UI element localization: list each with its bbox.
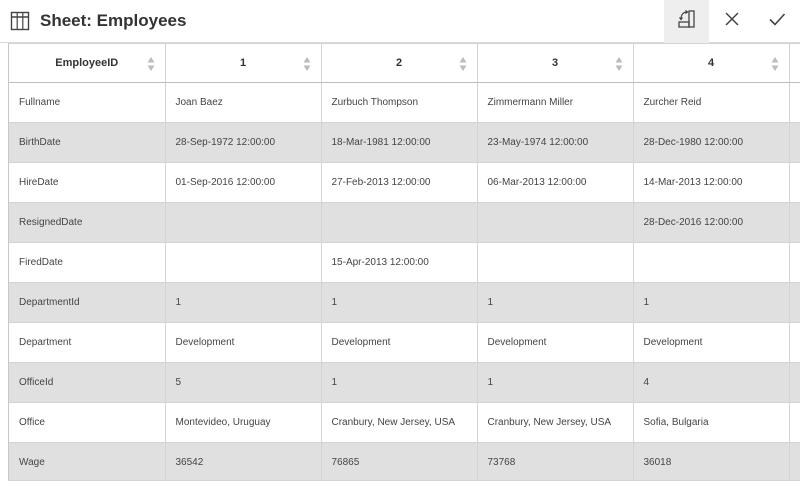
table-cell-overflow [789,203,800,243]
confirm-button[interactable] [755,0,799,43]
table-cell[interactable]: 1 [165,283,321,323]
table-cell[interactable]: Zurbuch Thompson [321,83,477,123]
sort-icon[interactable] [771,56,779,72]
table-cell[interactable]: 14-Mar-2013 12:00:00 [633,163,789,203]
column-header-label: 2 [395,57,403,69]
table-cell-overflow [789,403,800,443]
table-cell[interactable]: 18-Mar-1981 12:00:00 [321,123,477,163]
table-cell[interactable]: 27-Feb-2013 12:00:00 [321,163,477,203]
table-cell-overflow [789,443,800,482]
table-cell[interactable]: 73768 [477,443,633,482]
column-header-employeeid[interactable] [9,44,165,83]
table-cell[interactable]: 28-Dec-2016 12:00:00 [633,203,789,243]
table-cell[interactable]: 1 [321,363,477,403]
table-cell-overflow [789,83,800,123]
table-cell[interactable] [165,203,321,243]
table-row [9,163,800,203]
table-cell[interactable] [633,243,789,283]
table-cell[interactable] [477,243,633,283]
table-cell[interactable]: 1 [477,283,633,323]
table-cell[interactable]: 36018 [633,443,789,482]
table-cell-overflow [789,323,800,363]
table-cell[interactable]: 1 [321,283,477,323]
close-button[interactable] [710,0,754,43]
row-label: DepartmentId [9,283,165,323]
table-row [9,243,800,283]
table-cell[interactable]: 28-Dec-1980 12:00:00 [633,123,789,163]
table-cell-overflow [789,163,800,203]
table-cell[interactable]: Sofia, Bulgaria [633,403,789,443]
table-cell-overflow [789,243,800,283]
table-cell[interactable]: 76865 [321,443,477,482]
table-cell[interactable]: 5 [165,363,321,403]
row-label: BirthDate [9,123,165,163]
table-row [9,323,800,363]
header-bar [0,0,800,43]
table-cell[interactable]: 4 [633,363,789,403]
table-cell[interactable]: 01-Sep-2016 12:00:00 [165,163,321,203]
row-label: FiredDate [9,243,165,283]
table-cell-overflow [789,283,800,323]
table-cell[interactable]: 23-May-1974 12:00:00 [477,123,633,163]
table-cell[interactable]: 15-Apr-2013 12:00:00 [321,243,477,283]
table-row [9,123,800,163]
table-cell[interactable]: 36542 [165,443,321,482]
data-grid[interactable] [8,43,800,481]
close-icon [724,11,740,32]
table-cell[interactable] [477,203,633,243]
table-cell[interactable] [165,243,321,283]
divider [8,480,800,481]
sort-icon[interactable] [303,56,311,72]
table-row [9,283,800,323]
sort-icon[interactable] [615,56,623,72]
table-row [9,203,800,243]
table-row [9,403,800,443]
table-cell[interactable]: Cranbury, New Jersey, USA [477,403,633,443]
row-label: OfficeId [9,363,165,403]
table-cell[interactable]: Development [477,323,633,363]
table-cell[interactable]: Development [321,323,477,363]
sort-icon[interactable] [147,56,155,72]
page-title: Sheet: Employees [40,11,187,30]
row-label: Office [9,403,165,443]
table-cell[interactable]: Montevideo, Uruguay [165,403,321,443]
table-cell[interactable]: Joan Baez [165,83,321,123]
check-icon [768,11,786,32]
transpose-icon [676,8,698,35]
column-header-label: 1 [239,57,247,69]
row-label: Department [9,323,165,363]
table-cell[interactable] [321,203,477,243]
table-cell[interactable]: Development [633,323,789,363]
row-label: Fullname [9,83,165,123]
column-header-1[interactable] [165,44,321,83]
table-cell[interactable]: Zurcher Reid [633,83,789,123]
row-label: Wage [9,443,165,482]
table-cell-overflow [789,123,800,163]
table-cell-overflow [789,363,800,403]
column-header-4[interactable] [633,44,789,83]
employee-table [9,43,800,481]
table-row [9,443,800,482]
table-cell[interactable]: Zimmermann Miller [477,83,633,123]
table-cell[interactable]: 1 [633,283,789,323]
column-header-label: EmployeeID [55,57,119,69]
column-header-2[interactable] [321,44,477,83]
column-header-overflow [789,44,800,83]
table-row [9,363,800,403]
table-cell[interactable]: Cranbury, New Jersey, USA [321,403,477,443]
table-cell[interactable]: 06-Mar-2013 12:00:00 [477,163,633,203]
column-header-3[interactable] [477,44,633,83]
column-header-label: 4 [707,57,715,69]
table-cell[interactable]: 28-Sep-1972 12:00:00 [165,123,321,163]
table-icon [10,11,30,31]
table-cell[interactable]: Development [165,323,321,363]
row-label: HireDate [9,163,165,203]
sort-icon[interactable] [459,56,467,72]
row-label: ResignedDate [9,203,165,243]
table-cell[interactable]: 1 [477,363,633,403]
table-row [9,83,800,123]
column-header-label: 3 [551,57,559,69]
transpose-button[interactable] [664,0,709,43]
